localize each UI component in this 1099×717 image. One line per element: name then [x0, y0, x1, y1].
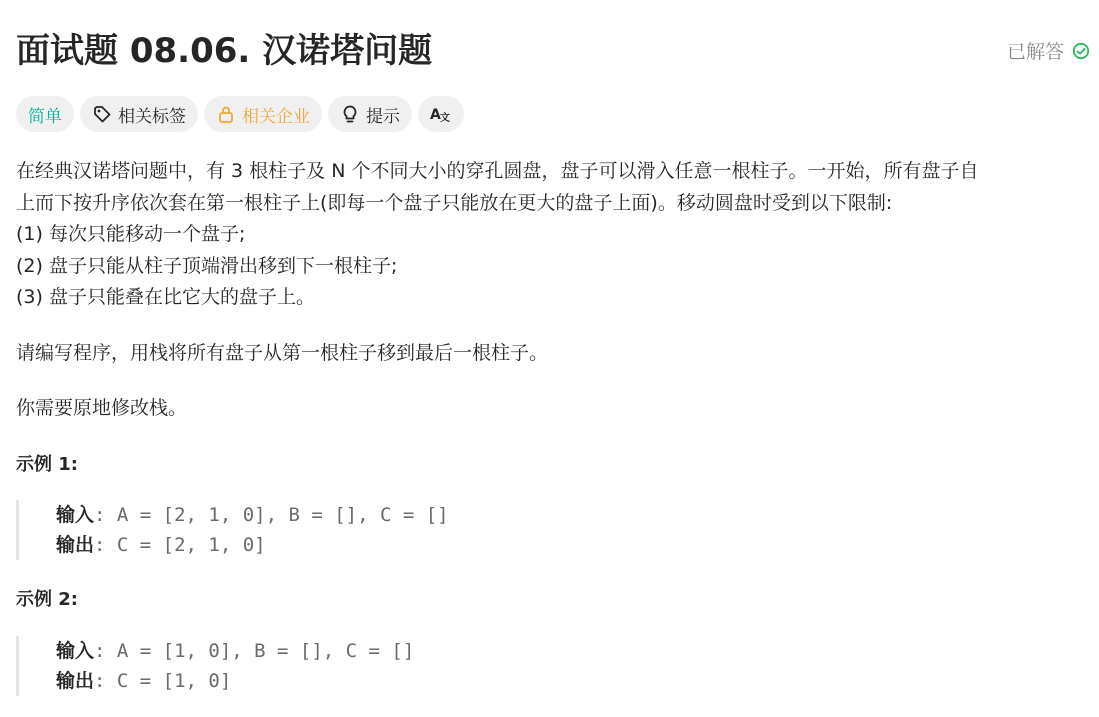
- spacer: [16, 369, 1090, 393]
- related-tags-label: 相关标签: [118, 106, 186, 127]
- example-input-line: [56, 500, 1090, 530]
- translate-button[interactable]: [418, 96, 464, 132]
- lock-icon: [216, 104, 236, 124]
- solved-label: 已解答: [1006, 41, 1064, 63]
- example-title: 示例 2:: [16, 589, 78, 610]
- related-tags-button[interactable]: [80, 96, 198, 132]
- svg-text:A: A: [430, 107, 441, 123]
- input-label: 输入: [56, 504, 95, 526]
- hint-label: 提示: [366, 106, 400, 127]
- description-line: 在经典汉诺塔问题中，有 3 根柱子及 N 个不同大小的穿孔圆盘，盘子可以滑入任意一根柱子。一开始，所有盘子自: [16, 160, 979, 182]
- output-label: 输出: [56, 669, 95, 692]
- description-line: 上而下按升序依次套在第一根柱子上(即每一个盘子只能放在更大的盘子上面)。移动圆盘时受到以下限制:: [16, 191, 893, 214]
- example-block: [16, 500, 1090, 560]
- output-value: : C = [1, 0]: [94, 669, 232, 692]
- svg-text:文: 文: [440, 113, 450, 124]
- problem-header: [16, 26, 1090, 76]
- difficulty-label: 简单: [28, 106, 62, 127]
- example-block: [16, 636, 1090, 696]
- example-output-line: [56, 530, 1090, 560]
- hint-button[interactable]: [328, 96, 412, 132]
- difficulty-badge[interactable]: [16, 96, 74, 132]
- tag-bar: [16, 96, 464, 132]
- lightbulb-icon: [340, 104, 360, 124]
- rule-item: (1) 每次只能移动一个盘子;: [16, 223, 246, 245]
- output-label: 输出: [56, 534, 95, 556]
- output-value: : C = [2, 1, 0]: [94, 534, 266, 556]
- input-value: : A = [1, 0], B = [], C = []: [94, 639, 415, 662]
- tag-icon: [92, 104, 112, 124]
- description-paragraph: 你需要原地修改栈。: [16, 397, 188, 419]
- spacer: [16, 314, 1090, 338]
- spacer: [16, 425, 1090, 449]
- description-paragraph: 请编写程序，用栈将所有盘子从第一根柱子移到最后一根柱子。: [16, 341, 549, 364]
- rule-item: (2) 盘子只能从柱子顶端滑出移到下一根柱子;: [16, 254, 398, 277]
- example-output-line: [56, 666, 1090, 696]
- example-title: 示例 1:: [16, 453, 78, 475]
- related-companies-button[interactable]: [204, 96, 322, 132]
- rule-item: (3) 盘子只能叠在比它大的盘子上。: [16, 286, 315, 308]
- related-companies-label: 相关企业: [242, 106, 310, 127]
- problem-content: [16, 156, 1090, 696]
- input-label: 输入: [56, 639, 95, 662]
- check-circle-icon: [1072, 42, 1090, 60]
- spacer: [16, 560, 1090, 584]
- input-value: : A = [2, 1, 0], B = [], C = []: [94, 504, 449, 526]
- translate-icon: [430, 104, 452, 124]
- problem-title: 面试题 08.06. 汉诺塔问题: [16, 31, 433, 71]
- solved-status[interactable]: [1007, 37, 1090, 64]
- example-input-line: [56, 636, 1090, 666]
